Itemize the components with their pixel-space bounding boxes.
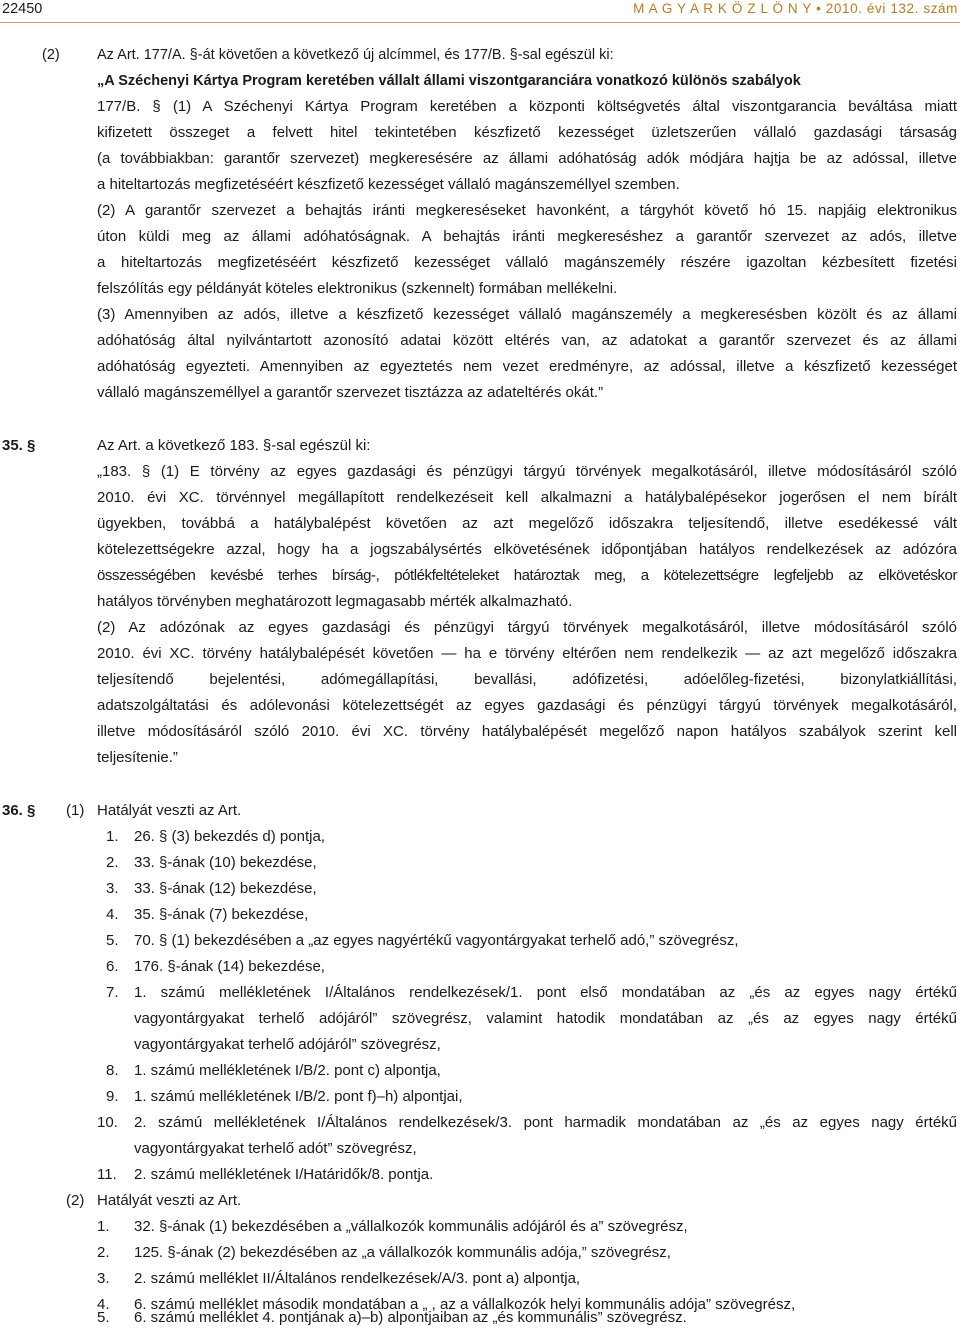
page-header xyxy=(0,0,960,24)
list-item: 70. § (1) bekezdésében a „az egyes nagyértékű vagyontárgyakat terhelő adó,” szövegrész, xyxy=(134,932,739,949)
list-item: 33. §-ának (10) bekezdése, xyxy=(134,854,317,871)
list-item-number: 1. xyxy=(106,828,119,845)
list-item-number: 5. xyxy=(106,932,119,949)
text-line: (2) Az adózónak az egyes gazdasági és pénzügyi tárgyú törvények megalkotásáról, illetve módosításáról szóló xyxy=(97,619,957,636)
text-line: ügyekben, továbbá a hatálybalépést követően az azt megelőző időszakra teljesítendő, illetve esedékessé vált xyxy=(97,515,957,532)
text-line: a hiteltartozás megfizetéséért készfizető kezességet vállaló magánszeméllyel szemben. xyxy=(97,176,680,193)
list-item-number: 2. xyxy=(97,1244,110,1261)
text-line: teljesítendő bejelentési, adómegállapítási, bevallási, adófizetési, adóelőleg-fizetési, bizonylatkiállítási, xyxy=(97,671,957,688)
text-line: adatszolgáltatási és adólevonási kötelezettségét az egyes gazdasági és pénzügyi tárgyú törvények megalkotásáról, xyxy=(97,697,957,714)
page-number: 22450 xyxy=(2,1,43,17)
list-item-number: 4. xyxy=(97,1296,110,1313)
list-item: 176. §-ának (14) bekezdése, xyxy=(134,958,325,975)
list-item-number: 4. xyxy=(106,906,119,923)
list-item-continuation: vagyontárgyakat terhelő adót” szövegrész, xyxy=(134,1140,417,1157)
list-item: 33. §-ának (12) bekezdése, xyxy=(134,880,317,897)
list-item: 35. §-ának (7) bekezdése, xyxy=(134,906,309,923)
list-item: 1. számú mellékletének I/Általános rendelkezések/1. pont első mondatában az „és az egyes nagy értékű xyxy=(134,984,957,1001)
list-item-number: 8. xyxy=(106,1062,119,1079)
list-item: 2. számú mellékletének I/Határidők/8. pontja. xyxy=(134,1166,434,1183)
text-line: illetve módosításáról szóló 2010. évi XC. törvény hatálybalépését megelőző napon hatályos szabályok szerint kell xyxy=(97,723,957,740)
paragraph-title: Hatályát veszti az Art. xyxy=(97,802,242,819)
text-line: felszólítás egy példányát köteles elektronikus (szkennelt) formában mellékelni. xyxy=(97,280,618,297)
text-line: „183. § (1) E törvény az egyes gazdasági és pénzügyi tárgyú törvények megalkotásáról, illetve módosításáról szóló xyxy=(97,463,957,480)
list-item-number: 2. xyxy=(106,854,119,871)
list-item-number: 3. xyxy=(106,880,119,897)
text-line: teljesítenie.” xyxy=(97,749,178,766)
list-item-number: 7. xyxy=(106,984,119,1001)
list-item-number: 9. xyxy=(106,1088,119,1105)
list-item-number: 11. xyxy=(97,1166,117,1183)
list-item: 26. § (3) bekezdés d) pontja, xyxy=(134,828,325,845)
paragraph-number: (2) xyxy=(42,47,60,63)
list-item-continuation: vagyontárgyakat terhelő adójáról” szövegrész, xyxy=(134,1036,441,1053)
paragraph-number: (1) xyxy=(66,802,85,819)
list-item-number: 1. xyxy=(97,1218,110,1235)
list-item-number: 5. xyxy=(97,1309,110,1326)
section-title: Az Art. a következő 183. §-sal egészül ki: xyxy=(97,437,371,454)
list-item: 32. §-ának (1) bekezdésében a „vállalkozók kommunális adójáról és a” szövegrész, xyxy=(134,1218,688,1235)
text-line: (2) A garantőr szervezet a behajtás iránti megkereséseket havonként, a tárgyhót követő hó 15. napjáig elektronikus xyxy=(97,202,957,219)
text-line: 177/B. § (1) A Széchenyi Kártya Program keretében a központi költségvetés által viszontgarancia beváltása miatt xyxy=(97,98,957,115)
list-item-number: 10. xyxy=(97,1114,118,1131)
text-line: adóhatóság által nyilvántartott azonosító adatai között eltérés van, az adatokat a garantőr szervezet és az állami xyxy=(97,332,957,349)
list-item-number: 3. xyxy=(97,1270,110,1287)
text-line: összességében kevésbé terhes bírság-, pótlékfeltételeket határoztak meg, a kötelezettségre legfeljebb az elkövetéskor xyxy=(97,567,957,584)
text-line: úton küldi meg az állami adóhatóságnak. A behajtás iránti megkereséshez a garantőr szervezet az adós, illetve xyxy=(97,228,957,245)
list-item-continuation: vagyontárgyakat terhelő adójáról” szövegrész, valamint hatodik mondatában az „és az egyes nagy értékű xyxy=(134,1010,957,1027)
text-line: vállaló magánszeméllyel a garantőr szervezet tisztázza az adateltérés okát.” xyxy=(97,384,604,401)
text-line: 2010. évi XC. törvény hatálybalépését követően — ha e törvény eltérően nem rendelkezik — az azt megelőző időszakra xyxy=(97,645,957,662)
text-line: a hiteltartozás megfizetéséért készfizető kezességet vállaló magánszemély részére igazoltan kézbesített fizetési xyxy=(97,254,957,271)
paragraph-number: (2) xyxy=(66,1192,85,1209)
text-line: (a továbbiakban: garantőr szervezet) megkeresésére az állami adóhatóság adók módjára hajtja be az adóssal, illetve xyxy=(97,150,957,167)
list-item: 6. számú melléklet 4. pontjának a)–b) alpontjaiban az „és kommunális” szövegrész. xyxy=(134,1309,687,1326)
text-line: hatályos törvényben meghatározott legmagasabb mérték alkalmazható. xyxy=(97,593,573,610)
list-item: 6. számú melléklet második mondatában a „ , az a vállalkozók helyi kommunális adója” szövegrész, xyxy=(134,1296,796,1313)
publication-title: M A G Y A R K Ö Z L Ö N Y • 2010. évi 132. szám xyxy=(633,1,958,16)
header-rule xyxy=(0,22,960,23)
text-line: kifizetett összeget a felvett hitel tekintetében készfizető kezességet üzletszerűen vállaló gazdasági társaság xyxy=(97,124,957,141)
section-number: 36. § xyxy=(2,802,36,819)
text-line: adóhatóság egyezteti. Amennyiben az egyeztetés nem vezet eredményre, az adóssal, illetve a készfizető kezességet xyxy=(97,358,957,375)
list-item-number: 6. xyxy=(106,958,119,975)
subtitle: „A Széchenyi Kártya Program keretében vállalt állami viszontgaranciára vonatkozó különös szabályok xyxy=(97,73,801,89)
text-line: (3) Amennyiben az adós, illetve a készfizető kezességet vállaló magánszemély a megkeresésben közölt és az állami xyxy=(97,306,957,323)
list-item: 1. számú mellékletének I/B/2. pont f)–h) alpontjai, xyxy=(134,1088,463,1105)
list-item: 1. számú mellékletének I/B/2. pont c) alpontja, xyxy=(134,1062,441,1079)
list-item: 125. §-ának (2) bekezdésében az „a vállalkozók kommunális adója,” szövegrész, xyxy=(134,1244,671,1261)
paragraph-title: Hatályát veszti az Art. xyxy=(97,1192,242,1209)
text-line: 2010. évi XC. törvénnyel megállapított rendelkezéseit kell alkalmazni a hatálybalépésekor jogerősen el nem bírált xyxy=(97,489,957,506)
list-item: 2. számú melléklet II/Általános rendelkezések/A/3. pont a) alpontja, xyxy=(134,1270,581,1287)
list-item: 2. számú mellékletének I/Általános rendelkezések/3. pont harmadik mondatában az „és az egyes nagy értékű xyxy=(134,1114,957,1131)
amendment-intro: Az Art. 177/A. §-át követően a következő új alcímmel, és 177/B. §-sal egészül ki: xyxy=(97,47,614,63)
text-line: kötelezettségekre azzal, hogy ha a jogszabálysértés elkövetésének időpontjában hatályos rendelkezések az adózóra xyxy=(97,541,957,558)
section-number: 35. § xyxy=(2,437,36,454)
